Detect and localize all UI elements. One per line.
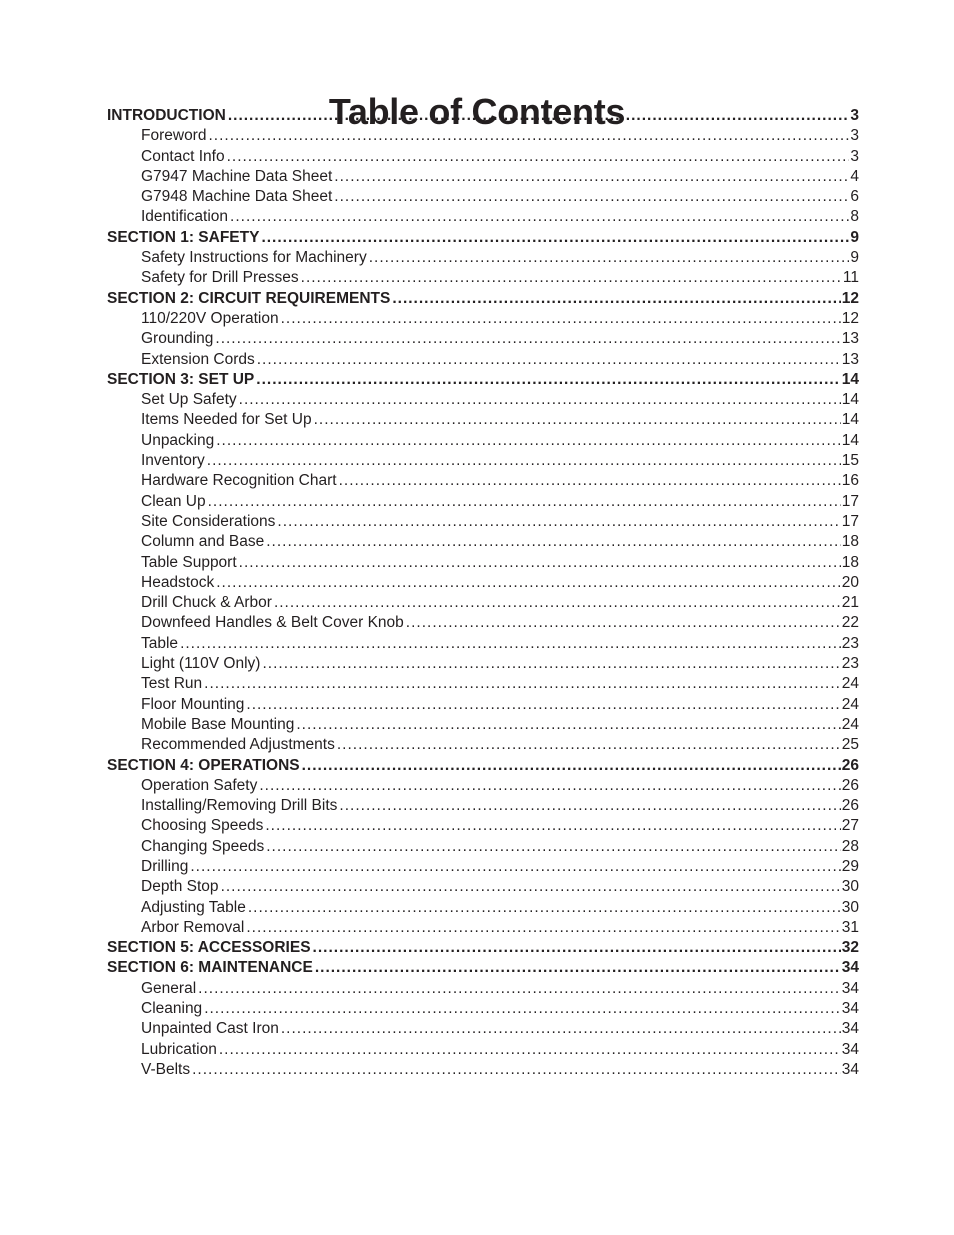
toc-entry-label: G7948 Machine Data Sheet	[141, 188, 333, 206]
toc-page-number: 13	[841, 330, 859, 348]
toc-subsection-entry[interactable]	[107, 553, 859, 573]
toc-entry-label: Lubrication	[141, 1040, 217, 1058]
toc-page-number: 25	[841, 736, 859, 754]
toc-subsection-entry[interactable]	[107, 207, 859, 227]
toc-entry-label: Headstock	[141, 573, 215, 591]
toc-page-number: 24	[841, 695, 859, 713]
dot-leader	[281, 1019, 841, 1039]
toc-section-entry[interactable]	[107, 958, 859, 978]
toc-entry-label: Set Up Safety	[141, 391, 237, 409]
toc-page-number: 11	[842, 269, 859, 287]
toc-page-number: 23	[841, 655, 859, 673]
dot-leader	[314, 410, 841, 430]
toc-entry-label: Extension Cords	[141, 350, 255, 368]
toc-subsection-entry[interactable]	[107, 492, 859, 512]
toc-subsection-entry[interactable]	[107, 431, 859, 451]
toc-subsection-entry[interactable]	[107, 613, 859, 633]
toc-subsection-entry[interactable]	[107, 695, 859, 715]
dot-leader	[219, 1040, 841, 1060]
toc-entry-label: Floor Mounting	[141, 695, 245, 713]
toc-entry-label: Table Support	[141, 553, 237, 571]
dot-leader	[339, 796, 840, 816]
dot-leader	[208, 126, 849, 146]
toc-subsection-entry[interactable]	[107, 126, 859, 146]
toc-entry-label: Site Considerations	[141, 512, 276, 530]
toc-subsection-entry[interactable]	[107, 857, 859, 877]
toc-subsection-entry[interactable]	[107, 390, 859, 410]
toc-subsection-entry[interactable]	[107, 837, 859, 857]
toc-section-entry[interactable]	[107, 756, 859, 776]
toc-page-number: 34	[841, 959, 859, 977]
toc-page-number: 27	[841, 817, 859, 835]
toc-entry-label: Contact Info	[141, 147, 225, 165]
toc-page-number: 34	[841, 979, 859, 997]
toc-subsection-entry[interactable]	[107, 167, 859, 187]
dot-leader	[369, 248, 850, 268]
toc-entry-label: SECTION 5: ACCESSORIES	[107, 939, 311, 957]
toc-entry-label: Inventory	[141, 452, 205, 470]
toc-entry-label: Unpacking	[141, 431, 215, 449]
toc-page-number: 14	[841, 391, 859, 409]
toc-entry-label: Items Needed for Set Up	[141, 411, 312, 429]
toc-subsection-entry[interactable]	[107, 471, 859, 491]
toc-entry-label: Table	[141, 634, 179, 652]
toc-entry-label: INTRODUCTION	[107, 107, 226, 124]
toc-page-number: 17	[841, 492, 859, 510]
toc-page-number: 18	[841, 553, 859, 571]
dot-leader	[313, 938, 841, 958]
toc-page-number: 14	[841, 411, 859, 429]
toc-page-number: 24	[841, 675, 859, 693]
dot-leader	[406, 613, 841, 633]
toc-entry-label: Mobile Base Mounting	[141, 715, 295, 733]
toc-entry-label: General	[141, 979, 197, 997]
toc-subsection-entry[interactable]	[107, 1040, 859, 1060]
dot-leader	[265, 816, 840, 836]
toc-page-number: 34	[841, 1000, 859, 1018]
toc-page-number: 12	[841, 309, 859, 327]
dot-leader	[256, 370, 840, 390]
toc-subsection-entry[interactable]	[107, 512, 859, 532]
toc-entry-label: Test Run	[141, 675, 203, 693]
toc-entry-label: SECTION 2: CIRCUIT REQUIREMENTS	[107, 289, 391, 307]
toc-subsection-entry[interactable]	[107, 674, 859, 694]
toc-entry-label: Identification	[141, 208, 229, 226]
dot-leader	[302, 756, 841, 776]
toc-page-number: 3	[850, 127, 859, 145]
toc-entry-label: Column and Base	[141, 533, 265, 551]
toc-subsection-entry[interactable]	[107, 1019, 859, 1039]
toc-page-number: 21	[841, 594, 859, 612]
toc-subsection-entry[interactable]	[107, 999, 859, 1019]
toc-page-number: 26	[841, 776, 859, 794]
toc-subsection-entry[interactable]	[107, 410, 859, 430]
toc-page-number: 9	[850, 228, 859, 246]
dot-leader	[239, 553, 841, 573]
dot-leader	[339, 471, 841, 491]
toc-entry-label: Downfeed Handles & Belt Cover Knob	[141, 614, 404, 632]
dot-leader	[216, 431, 841, 451]
toc-entry-label: Cleaning	[141, 1000, 203, 1018]
toc-page-number: 29	[841, 857, 859, 875]
toc-page-number: 34	[841, 1060, 859, 1078]
toc-page-number: 26	[841, 756, 859, 774]
dot-leader	[227, 147, 850, 167]
dot-leader	[239, 390, 841, 410]
toc-subsection-entry[interactable]	[107, 532, 859, 552]
toc-entry-label: Light (110V Only)	[141, 655, 261, 673]
toc-subsection-entry[interactable]	[107, 593, 859, 613]
toc-page-number: 30	[841, 878, 859, 896]
toc-entry-label: Foreword	[141, 127, 207, 145]
toc-section-entry[interactable]	[107, 370, 859, 390]
toc-page-number: 8	[850, 208, 859, 226]
dot-leader	[334, 187, 849, 207]
dot-leader	[337, 735, 841, 755]
toc-entry-label: Clean Up	[141, 492, 206, 510]
dot-leader	[246, 918, 840, 938]
toc-page-number: 3	[850, 147, 859, 165]
toc-subsection-entry[interactable]	[107, 350, 859, 370]
dot-leader	[198, 979, 841, 999]
toc-entry-label: Unpainted Cast Iron	[141, 1020, 279, 1038]
toc-page-number: 24	[841, 715, 859, 733]
toc-subsection-entry[interactable]	[107, 248, 859, 268]
dot-leader	[230, 207, 849, 227]
toc-entry-label: G7947 Machine Data Sheet	[141, 167, 333, 185]
page-title: Table of Contents	[328, 91, 626, 133]
dot-leader	[216, 573, 841, 593]
toc-page-number: 14	[841, 431, 859, 449]
dot-leader	[204, 674, 841, 694]
toc-subsection-entry[interactable]	[107, 654, 859, 674]
toc-entry-label: Safety Instructions for Machinery	[141, 249, 367, 267]
toc-entry-label: Installing/Removing Drill Bits	[141, 797, 338, 815]
toc-entry-label: Choosing Speeds	[141, 817, 264, 835]
dot-leader	[228, 106, 850, 126]
toc-entry-label: SECTION 1: SAFETY	[107, 228, 260, 246]
dot-leader	[315, 958, 841, 978]
dot-leader	[215, 329, 840, 349]
toc-subsection-entry[interactable]	[107, 776, 859, 796]
toc-page-number: 4	[850, 167, 859, 185]
toc-entry-label: SECTION 3: SET UP	[107, 370, 255, 388]
toc-page-number: 32	[841, 939, 859, 957]
toc-subsection-entry[interactable]	[107, 268, 859, 288]
dot-leader	[262, 654, 840, 674]
toc-page-number: 17	[841, 512, 859, 530]
dot-leader	[296, 715, 840, 735]
toc-entry-label: SECTION 6: MAINTENANCE	[107, 959, 313, 977]
toc-page-number: 3	[850, 107, 859, 124]
dot-leader	[259, 776, 840, 796]
table-of-contents	[107, 106, 859, 1080]
toc-entry-label: V-Belts	[141, 1060, 191, 1078]
dot-leader	[261, 228, 849, 248]
toc-subsection-entry[interactable]	[107, 918, 859, 938]
dot-leader	[277, 512, 840, 532]
dot-leader	[208, 492, 841, 512]
toc-section-entry[interactable]	[107, 106, 859, 126]
toc-page-number: 16	[841, 472, 859, 490]
dot-leader	[266, 837, 841, 857]
toc-entry-label: Recommended Adjustments	[141, 736, 335, 754]
toc-subsection-entry[interactable]	[107, 796, 859, 816]
dot-leader	[257, 350, 841, 370]
toc-page-number: 9	[850, 249, 859, 267]
toc-page-number: 13	[841, 350, 859, 368]
toc-subsection-entry[interactable]	[107, 573, 859, 593]
dot-leader	[392, 289, 840, 309]
toc-subsection-entry[interactable]	[107, 877, 859, 897]
toc-page-number: 22	[841, 614, 859, 632]
toc-entry-label: Safety for Drill Presses	[141, 269, 299, 287]
toc-subsection-entry[interactable]	[107, 147, 859, 167]
dot-leader	[248, 898, 841, 918]
toc-subsection-entry[interactable]	[107, 634, 859, 654]
toc-section-entry[interactable]	[107, 938, 859, 958]
toc-subsection-entry[interactable]	[107, 1060, 859, 1080]
dot-leader	[334, 167, 849, 187]
toc-subsection-entry[interactable]	[107, 715, 859, 735]
toc-entry-label: Arbor Removal	[141, 918, 245, 936]
dot-leader	[190, 857, 840, 877]
dot-leader	[192, 1060, 841, 1080]
toc-subsection-entry[interactable]	[107, 187, 859, 207]
dot-leader	[274, 593, 841, 613]
toc-page-number: 14	[841, 370, 859, 388]
toc-entry-label: SECTION 4: OPERATIONS	[107, 756, 300, 774]
toc-entry-label: Drill Chuck & Arbor	[141, 594, 272, 612]
toc-page-number: 28	[841, 837, 859, 855]
toc-subsection-entry[interactable]	[107, 898, 859, 918]
dot-leader	[281, 309, 841, 329]
toc-subsection-entry[interactable]	[107, 979, 859, 999]
toc-section-entry[interactable]	[107, 289, 859, 309]
toc-subsection-entry[interactable]	[107, 735, 859, 755]
toc-subsection-entry[interactable]	[107, 816, 859, 836]
dot-leader	[207, 451, 841, 471]
toc-page-number: 12	[841, 289, 859, 307]
toc-subsection-entry[interactable]	[107, 329, 859, 349]
toc-entry-label: Drilling	[141, 857, 189, 875]
toc-entry-label: 110/220V Operation	[141, 309, 279, 327]
toc-page-number: 23	[841, 634, 859, 652]
toc-page-number: 34	[841, 1020, 859, 1038]
dot-leader	[204, 999, 841, 1019]
toc-subsection-entry[interactable]	[107, 451, 859, 471]
dot-leader	[221, 877, 841, 897]
toc-page-number: 34	[841, 1040, 859, 1058]
dot-leader	[266, 532, 841, 552]
toc-entry-label: Hardware Recognition Chart	[141, 472, 337, 490]
toc-entry-label: Adjusting Table	[141, 898, 246, 916]
dot-leader	[180, 634, 841, 654]
toc-subsection-entry[interactable]	[107, 309, 859, 329]
toc-page-number: 31	[841, 918, 859, 936]
toc-section-entry[interactable]	[107, 228, 859, 248]
dot-leader	[301, 268, 842, 288]
toc-entry-label: Changing Speeds	[141, 837, 265, 855]
dot-leader	[246, 695, 840, 715]
toc-page-number: 15	[841, 452, 859, 470]
toc-entry-label: Grounding	[141, 330, 214, 348]
toc-page-number: 26	[841, 797, 859, 815]
toc-entry-label: Operation Safety	[141, 776, 258, 794]
toc-page-number: 6	[850, 188, 859, 206]
toc-page-number: 18	[841, 533, 859, 551]
toc-page-number: 30	[841, 898, 859, 916]
toc-page-number: 20	[841, 573, 859, 591]
toc-entry-label: Depth Stop	[141, 878, 219, 896]
